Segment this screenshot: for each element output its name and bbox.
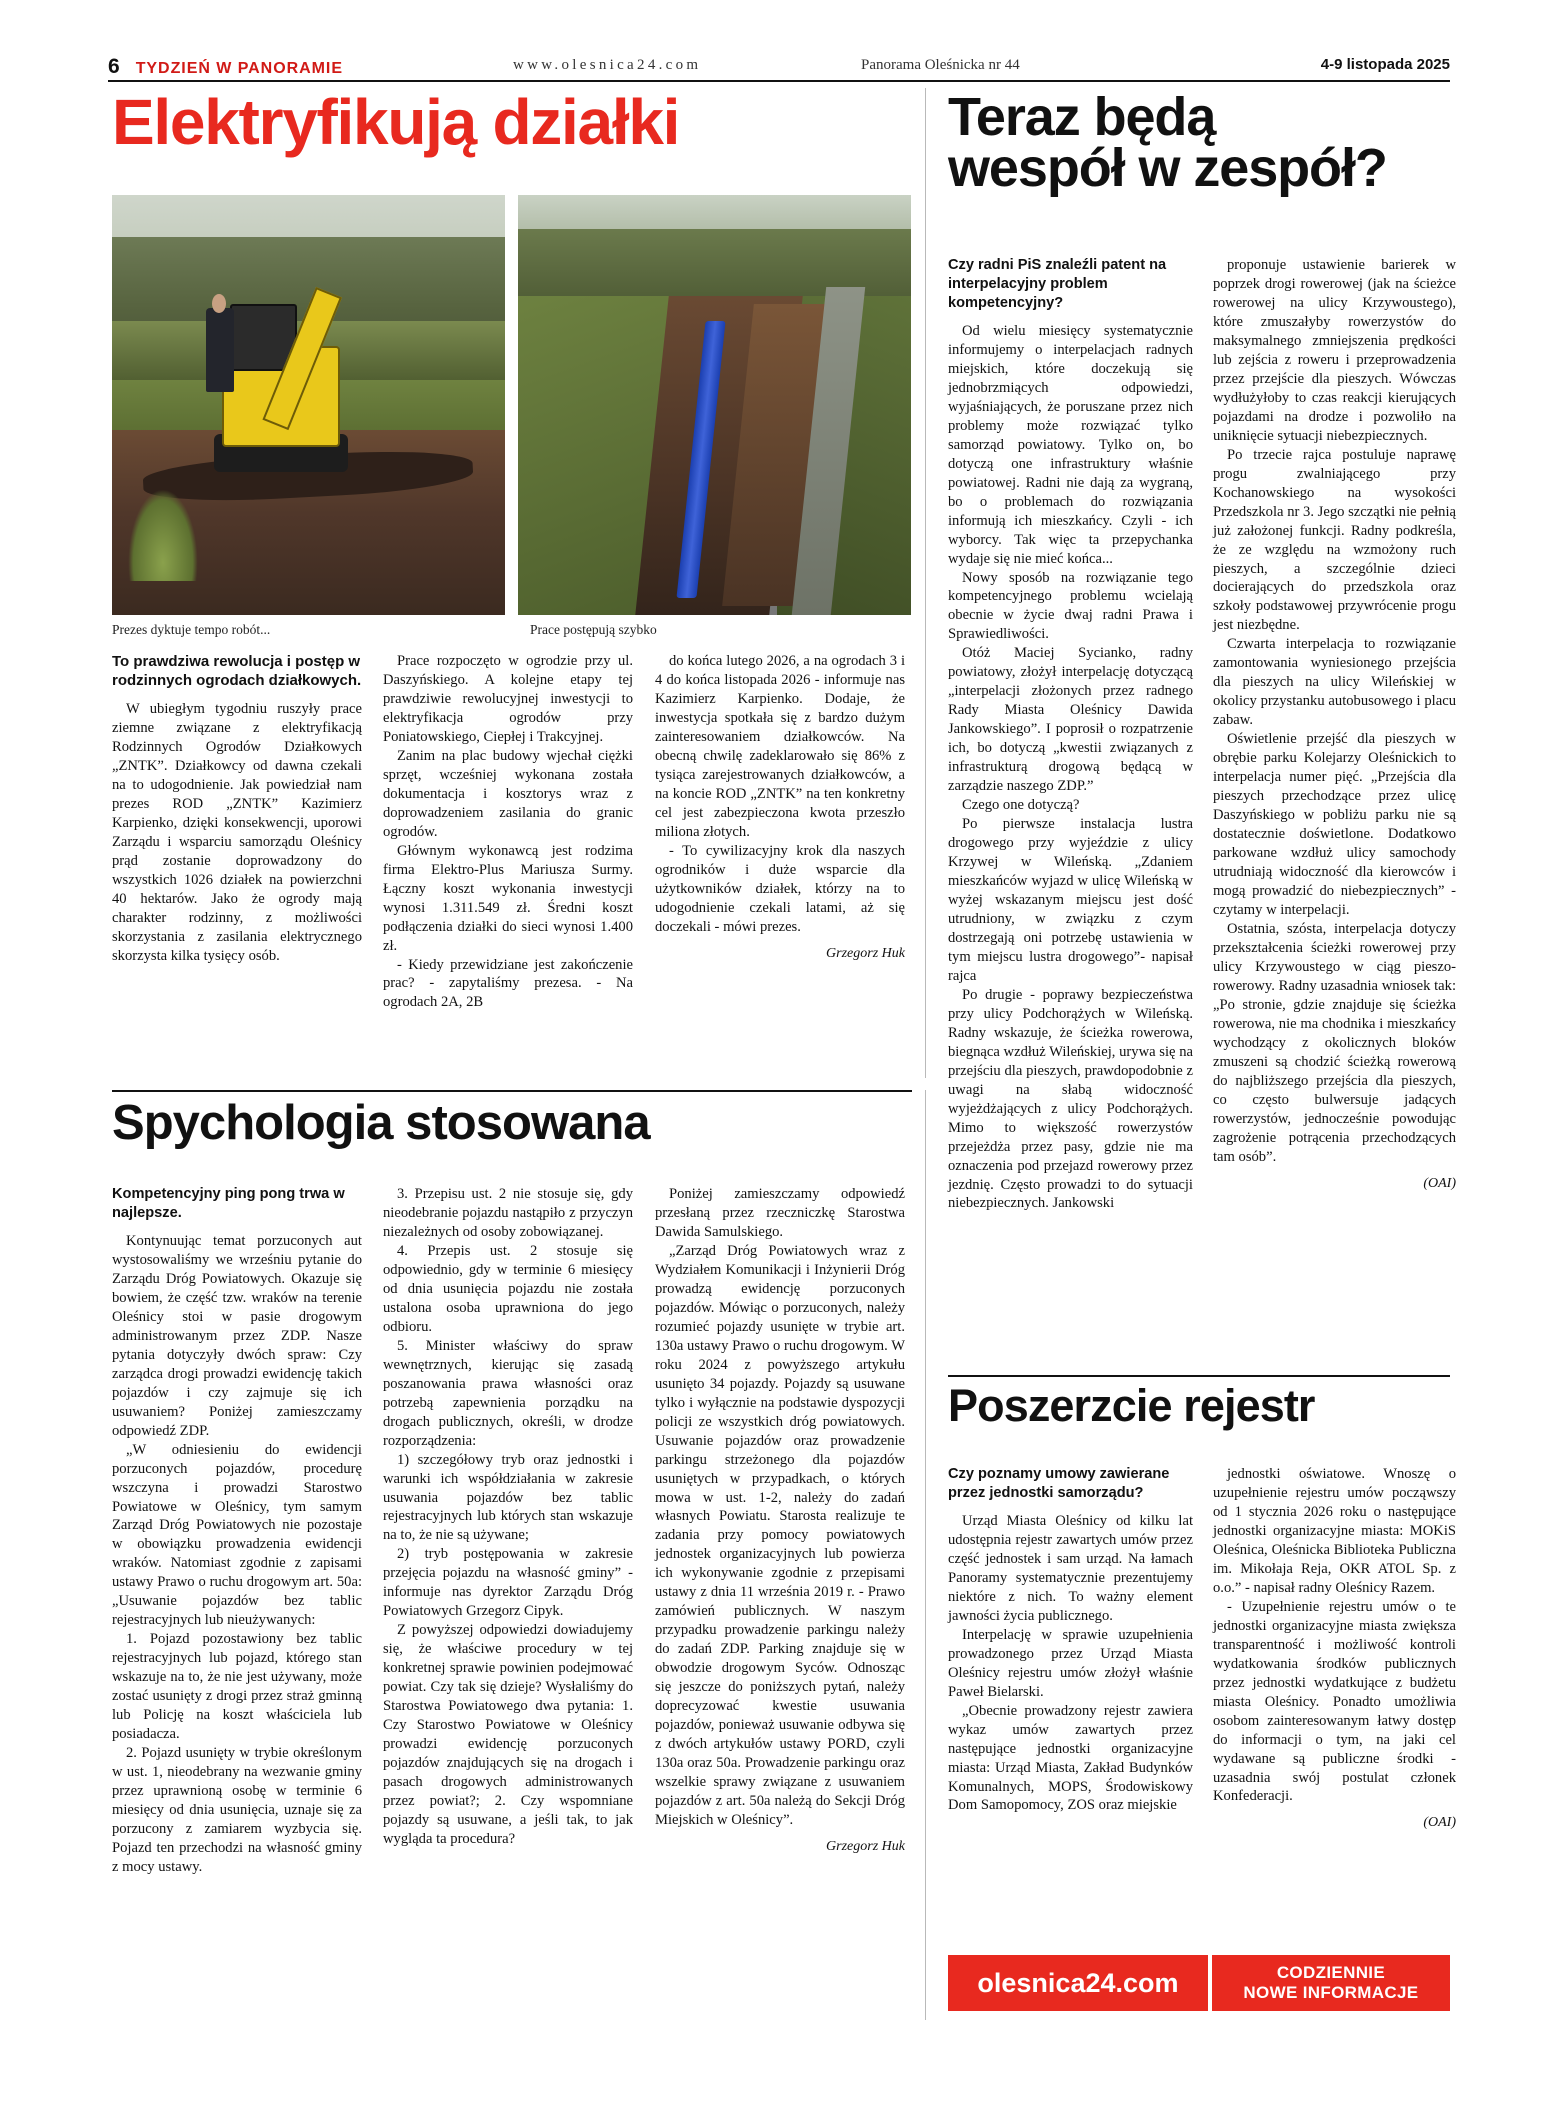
paper-title: Panorama Oleśnicka nr 44	[861, 57, 1020, 73]
column-divider-top	[925, 88, 926, 1078]
masthead-rule	[108, 80, 1450, 82]
article3-sub-lead: Kompetencyjny ping pong trwa w najlepsze.	[112, 1186, 345, 1221]
article3-author: Grzegorz Huk	[826, 1838, 905, 1854]
article4-c2-p2: - Uzupełnienie rejestru umów o te jednostki organizacyjne miasta zwiększa transparentność i możliwość kontroli wydatkowania środków publicznych przez jednostki wydatkujące z budżetu miasta Oleśnicy. Ponadto umożliwia osobom zainteresowanym łatwy dostęp do informacji o tym, na jaki cel wydawane są publiczne środki - uzasadnia swój postulat członek Konfederacji.	[1213, 1598, 1456, 1805]
article4-column-2	[1213, 1465, 1456, 1833]
article3-column-3	[655, 1185, 905, 1856]
article2-column-2	[1213, 256, 1456, 1193]
article3-c2-p1: 3. Przepisu ust. 2 nie stosuje się, gdy nieodebranie pojazdu nastąpiło z przyczyn niezależnych od osoby zobowiązanej.	[383, 1186, 633, 1240]
article1-photo1-caption: Prezes dyktuje tempo robót...	[112, 622, 271, 637]
article4-c1-p3: „Obecnie prowadzony rejestr zawiera wykaz umów zawartych przez następujące jednostki organizacyjne miasta: Urząd Miasta, Zakład Budynków Komunalnych, MOPS, Środowiskowy Dom Samopomocy, ZOS oraz miejskie	[948, 1702, 1193, 1814]
article4-sub-lead: Czy poznamy umowy zawierane przez jednostki samorządu?	[948, 1466, 1170, 1501]
article3-column-2	[383, 1185, 633, 1849]
footer-promo-bar[interactable]	[948, 1955, 1450, 2011]
article3-c1-p4: 2. Pojazd usunięty w trybie określonym w ust. 1, nieodebrany na wezwanie gminy przez uprawnioną osobę w terminie 6 miesięcy od dnia usunięcia, uznaje się za porzucony z zamiarem wyzbycia się. Pojazd ten przechodzi na własność gminy z mocy ustawy.	[112, 1745, 362, 1875]
article2-c2-p2: Po trzecie rajca postuluje naprawę progu zwalniającego przy Kochanowskiego na wysokości Przedszkola nr 3. Jego szczątki nie pełnią już założonej funkcji. Radny podkreśla, że ze względu na wzmożony ruch pieszych, a szczególnie dzieci docierających do przedszkola oraz szkoły podstawowej przywrócenie progu jest niezbędne.	[1213, 446, 1456, 634]
site-logo-text: olesnica24.com	[977, 1967, 1179, 1998]
page-number: 6	[108, 55, 120, 78]
article4-c1-p1: Urząd Miasta Oleśnicy od kilku lat udostępnia rejestr zawartych umów przez część jednostek i sam urząd. Na łamach Panoramy systematycznie prezentujemy niektóre z nich. To ważny element jawności życia publicznego.	[948, 1512, 1193, 1624]
article3-c3-p1: Poniżej zamieszczamy odpowiedź przesłaną przez rzeczniczkę Starostwa Dawida Samulskiego.	[655, 1186, 905, 1240]
article2-c1-p3: Otóż Maciej Sycianko, radny powiatowy, złożył interpelację dotyczącą „interpelacji złożonych przez radnego Rady Miasta Oleśnicy Dawida Jankowskiego”. I poprosił o rozpatrzenie ich, bo dotyczą „kwestii związanych z infrastrukturą drogową będącą w zarządzie naszego ZDP.”	[948, 645, 1193, 795]
article2-c2-p1: proponuje ustawienie barierek w poprzek drogi rowerowej (jak na ścieżce rowerowej na ulicy Krzywoustego), które zmuszałyby rowerzystów do maksymalnego zmniejszenia prędkości lub zejścia z roweru i przeprowadzenia przez przejście dla pieszych. Wówczas wydłużyłoby to czas reakcji kierujących pojazdami na drodze i pozwoliło na uniknięcie sytuacji niebezpiecznych.	[1213, 257, 1456, 444]
site-logo[interactable]	[948, 1955, 1208, 2011]
article1-photo-excavator	[112, 195, 505, 615]
article2-c1-p6: Po drugie - poprawy bezpieczeństwa przy ulicy Podchorążych w Wileńską. Radny wskazuje, że ścieżka rowerowa, biegnąca wzdłuż Wileńskiej, urywa się na przejściu dla pieszych, prawdopodobnie z uwagi na słabą widoczność wyjeżdżających z ulicy Podchorążych. Mimo to większość rowerzystów przejeżdża przez pasy, gdzie nie ma oznaczenia pod przejazd rowerowy przez jezdnię. Często prowadzi to do sytuacji niebezpiecznych. Jankowski	[948, 986, 1193, 1212]
article3-top-rule	[112, 1090, 912, 1092]
article3-c2-p2: 4. Przepis ust. 2 stosuje się odpowiednio, gdy w terminie 6 miesięcy od dnia usunięcia pojazdu nie została ustalona osoba uprawniona do jego odbioru.	[383, 1242, 633, 1335]
article1-c1-p1: W ubiegłym tygodniu ruszyły prace ziemne związane z elektryfikacją Rodzinnych Ogrodów Działkowych „ZNTK”. Działkowcy od dawna czekali na to udogodnienie. Jak powiedział nam prezes ROD „ZNTK” Kazimierz Karpienko, dzięki konsekwencji, uporowi Zarządu i wsparciu samorządu Oleśnicy prąd zostanie doprowadzony do wszystkich 1026 działek na powierzchni 40 hektarów. Jako że ogrody mają charakter rodzinny, z możliwości skorzystania z zasilania elektrycznego skorzysta kilka tysięcy osób.	[112, 701, 362, 964]
promo-line-1: CODZIENNIE	[1276, 1962, 1386, 1982]
article4-c2-p1: jednostki oświatowe. Wnoszę o uzupełnienie rejestru umów począwszy od 1 stycznia 2026 roku o następujące jednostki organizacyjne miasta: MOKiS Oleśnica, Oleśnicka Biblioteka Publiczna im. Mikołaja Reja, OKR ATOL Sp. z o.o.” - napisał radny Oleśnicy Razem.	[1213, 1466, 1456, 1596]
article1-author: Grzegorz Huk	[826, 945, 905, 961]
promo-text	[1212, 1955, 1450, 2011]
article3-c2-p5: 2) tryb postępowania w zakresie przejęcia pojazdu na własność gminy” - informuje nas dyrektor Zarządu Dróg Powiatowych Grzegorz Cipyk.	[383, 1546, 633, 1620]
article3-headline: Spychologia stosowana	[112, 1096, 650, 1150]
article1-photo2-caption: Prace postępują szybko	[530, 622, 657, 637]
article2-c2-p3: Czwarta interpelacja to rozwiązanie zamontowania wyniesionego przejścia dla pieszych na ulicy Wileńskiej w okolicy przystanku autobusowego i placu zabaw.	[1213, 636, 1456, 729]
article1-c2-p2: Zanim na plac budowy wjechał ciężki sprzęt, wcześniej wykonana została dokumentacja i kosztorys wraz z doprowadzeniem zasilania do granic ogrodów.	[383, 747, 633, 840]
article2-author: (OAI)	[1423, 1175, 1456, 1191]
article3-c2-p6: Z powyższej odpowiedzi dowiadujemy się, że właściwe procedury w tej konkretnej sprawie powinien podejmować powiat. Czy tak się dzieje? Wysłaliśmy do Starostwa Powiatowego dwa pytania: 1. Czy Starostwo Powiatowe w Oleśnicy prowadzi ewidencję porzuconych pojazdów znajdujących się na drogach i pasach drogowych administrowanych przez powiat?; 2. Czy wspomniane pojazdy są usuwane, a jeśli tak, to jak wygląda ta procedura?	[383, 1622, 633, 1847]
article3-c1-p3: 1. Pojazd pozostawiony bez tablic rejestracyjnych lub pojazd, którego stan wskazuje na to, że nie jest używany, może zostać usunięty z drogi przez straż gminną lub Policję na koszt właściciela lub posiadacza.	[112, 1631, 362, 1743]
article2-headline	[948, 87, 1458, 199]
article1-c2-p3: Głównym wykonawcą jest rodzima firma Elektro-Plus Mariusza Surmy. Łączny koszt wykonania inwestycji wynosi 1.311.549 zł. Średni koszt podłączenia działki do sieci wynosi 1.400 zł.	[383, 842, 633, 954]
article1-c2-p4: - Kiedy przewidziane jest zakończenie prac? - zapytaliśmy prezesa. - Na ogrodach 2A, 2B	[383, 956, 633, 1011]
article2-sub-lead: Czy radni PiS znaleźli patent na interpelacyjny problem kompetencyjny?	[948, 257, 1167, 311]
article1-column-1	[112, 652, 362, 966]
article3-c1-p2: „W odniesieniu do ewidencji porzuconych pojazdów, procedurę wszczyna i prowadzi Starostwo Powiatowe w Oleśnicy, tym samym Zarząd Dróg Powiatowych nie pozostaje w obowiązku prowadzenia ewidencji wraków. Natomiast zgodnie z zapisami ustawy Prawo o ruchu drogowym art. 50a: „Usuwanie pojazdów bez tablic rejestracyjnych lub nieużywanych:	[112, 1441, 362, 1629]
article1-headline: Elektryfikują działki	[112, 86, 680, 158]
column-divider-bottom	[925, 1090, 926, 2020]
article1-c2-p1: Prace rozpoczęto w ogrodzie przy ul. Daszyńskiego. A kolejne etapy tej prawdziwie rewolucyjnej inwestycji to elektryfikacja ogrodów przy Poniatowskiego, Ciepłej i Trakcyjnej.	[383, 653, 633, 745]
article2-c1-p5: Po pierwsze instalacja lustra drogowego przy wyjeździe z ulicy Krzywej w Wileńską. „Zdaniem mieszkańców wyjazd w ulicę Wileńską w wyżej wskazanym miejscu jest dość utrudniony, w związku z czym dostrzegają oni potrzebę ustawienia w tym miejscu lustra drogowego”- napisał rajca	[948, 816, 1193, 984]
article3-column-1	[112, 1185, 362, 1877]
article3-c1-p1: Kontynuując temat porzuconych aut wystosowaliśmy we wrześniu pytanie do Zarządu Dróg Powiatowych. Okazuje się bowiem, że część tzw. wraków na terenie Oleśnicy stoi w pasie drogowym administrowanym przez ZDP. Nasze pytania dotyczyły dwóch spraw: Czy zarządca drogi prowadzi ewidencję takich pojazdów i czy zajmuje się ich usuwaniem? Poniżej zamieszczamy odpowiedź ZDP.	[112, 1232, 362, 1439]
article4-author: (OAI)	[1423, 1815, 1456, 1831]
article2-headline-line1: Teraz będą	[948, 87, 1216, 147]
article2-c1-p4: Czego one dotyczą?	[962, 797, 1080, 814]
article4-column-1	[948, 1465, 1193, 1815]
article2-column-1	[948, 256, 1193, 1213]
article4-top-rule	[948, 1375, 1450, 1377]
article2-headline-line2: wespół w zespół?	[948, 138, 1387, 199]
article1-lead: To prawdziwa rewolucja i postęp w rodzinnych ogrodach działkowych.	[112, 653, 362, 690]
article2-c2-p5: Ostatnia, szósta, interpelacja dotyczy przekształcenia ścieżki rowerowej przy ulicy Krzywoustego w ciąg pieszo-rowerowy. Radny uzasadnia wniosek tak: „Po stronie, gdzie znajduje się ścieżka rowerowa, nie ma chodnika i mieszkańcy wychodzący z okolicznych bloków zmuszeni są chodzić ścieżką rowerową do najbliższego przejścia dla pieszych, co często bulwersuje jadących rowerzystów, jednocześnie powodując zagrożenie potrącenia przechodzących tam osób”.	[1213, 920, 1456, 1165]
masthead	[108, 55, 1450, 79]
article1-column-3	[655, 652, 905, 963]
article4-headline: Poszerzcie rejestr	[948, 1380, 1315, 1431]
article3-c3-p2: „Zarząd Dróg Powiatowych wraz z Wydziałem Komunikacji i Inżynierii Dróg prowadzą ewidencję porzuconych pojazdów. Mówiąc o porzuconych, należy rozumieć pojazdy usunięte w trybie art. 130a ustawy Prawo o ruchu drogowym. W roku 2024 z powyższego artykułu usunięto 34 pojazdy. Pojazdy są usuwane tylko i wyłącznie na podstawie dyspozycji policji ze wszystkich dróg powiatowych. Usuwanie pojazdów oraz prowadzenie parkingu strzeżonego dla pojazdów usuniętych w przypadkach, o których mowa w ust. 1-2, należy do zadań własnych Powiatu. Starosta realizuje te zadania przy pomocy powiatowych jednostek organizacyjnych lub powierza ich wykonywanie zgodnie z przepisami ustawy z dnia 11 września 2019 r. - Prawo zamówień publicznych. W naszym przypadku prowadzenie parkingu należy do zadań ZDP. Parking znajduje się w obwodzie drogowym Syców. Odnosząc się jeszcze do poniższych pytań, należy doprecyzować kwestie usuwania pojazdów, ponieważ usuwanie odbywa się z dwóch artykułów ustawy PORD, czyli 130a oraz 50a. Prowadzenie parkingu oraz wszelkie sprawy związane z usuwaniem pojazdów z art. 50a należą do Sekcji Dróg Miejskich w Oleśnicy”.	[655, 1242, 905, 1828]
article4-c1-p2: Interpelację w sprawie uzupełnienia prowadzonego przez Urząd Miasta Oleśnicy rejestru umów złożył właśnie Paweł Bielarski.	[948, 1626, 1193, 1700]
promo-line-2: NOWE INFORMACJE	[1243, 1983, 1419, 2002]
article2-c1-p1: Od wielu miesięcy systematycznie informujemy o interpelacjach radnych miejskich, które doczekują się jednobrzmiących odpowiedzi, wyjaśniających, że poruszane przez nich problemy może rozwiązać tylko samorząd powiatowy. Tylko on, bo dotyczą one infrastruktury właśnie powiatowej. Radni nie dają za wygraną, bo o problemach do rozwiązania informują ich mieszkańcy. Czyli - ich wyborcy. Tak więc ta przepychanka wydaje się nie mieć końca...	[948, 322, 1193, 567]
article2-c1-p2: Nowy sposób na rozwiązanie tego kompetencyjnego problemu wcielają obecnie w życie dwaj radni Prawa i Sprawiedliwości.	[948, 569, 1193, 643]
issue-date: 4-9 listopada 2025	[1320, 56, 1450, 73]
article3-c2-p4: 1) szczegółowy tryb oraz jednostki i warunki ich współdziałania w zakresie usuwania pojazdów bez tablic rejestracyjnych lub których stan wskazuje na to, że nie są używane;	[383, 1451, 633, 1544]
article3-c2-p3: 5. Minister właściwy do spraw wewnętrznych, kierując się zasadą poszanowania prawa własności oraz potrzebą zapewnienia porządku na drogach publicznych, określi, w drodze rozporządzenia:	[383, 1337, 633, 1449]
article1-c3-p2: - To cywilizacyjny krok dla naszych ogrodników i duże wsparcie dla użytkowników działek, którzy na to udogodnienie czekali latami, aż się doczekali - mówi prezes.	[655, 842, 905, 935]
article1-column-2	[383, 652, 633, 1012]
section-label: TYDZIEŃ W PANORAMIE	[135, 60, 343, 77]
website-url: www.olesnica24.com	[513, 57, 702, 73]
article1-c3-p1: do końca lutego 2026, a na ogrodach 3 i 4 do końca listopada 2026 - informuje nas Kazimierz Karpienko. Dodaje, że inwestycja spotkała się z bardzo dużym zainteresowaniem działkowców. Na obecną chwilę zadeklarowało się 86% z tysiąca zarejestrowanych działkowców, a na koncie ROD „ZNTK” na ten konkretny cel jest zabezpieczona kwota przeszło miliona złotych.	[655, 653, 905, 840]
article2-c2-p4: Oświetlenie przejść dla pieszych w obrębie parku Kolejarzy Oleśnickich to interpelacja numer pięć. „Przejścia dla pieszych przechodzące przez ulicę Daszyńskiego w pobliżu parku nie są dostatecznie doświetlone. Dodatkowo parkowane wzdłuż ulicy samochody utrudniają widoczność dla kierowców i mogą prowadzić do niebezpiecznych” - czytamy w interpelacji.	[1213, 731, 1456, 918]
article1-photo-trench	[518, 195, 911, 615]
